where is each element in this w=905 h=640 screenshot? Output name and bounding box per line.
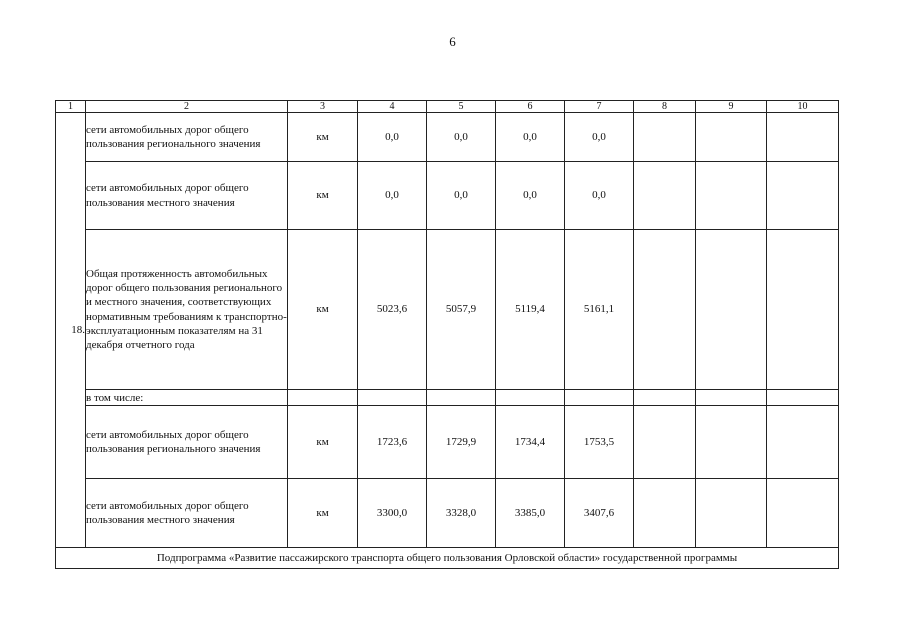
indicator-name: в том числе:	[86, 390, 288, 406]
header-cell: 3	[288, 101, 358, 113]
value-cell: 0,0	[427, 162, 496, 230]
value-cell: 0,0	[358, 162, 427, 230]
value-cell	[634, 113, 696, 162]
value-cell: 0,0	[427, 113, 496, 162]
subprogram-title: Подпрограмма «Развитие пассажирского транспорта общего пользования Орловской области» государственной программы	[56, 548, 839, 569]
value-cell	[767, 162, 839, 230]
unit-cell	[288, 390, 358, 406]
value-cell: 0,0	[496, 162, 565, 230]
value-cell: 3300,0	[358, 479, 427, 548]
value-cell: 0,0	[565, 162, 634, 230]
unit-cell: км	[288, 230, 358, 390]
indicator-name: Общая протяженность автомобильных дорог общего пользования регионального и местного значения, соответствующих нормативным требованиям к транспортно-эксплуатационным показателям на 31 декабря отчетного года	[86, 230, 288, 390]
header-cell: 8	[634, 101, 696, 113]
table-row	[56, 113, 839, 162]
value-cell: 1734,4	[496, 406, 565, 479]
row-number: 18.	[56, 113, 86, 548]
header-cell: 9	[696, 101, 767, 113]
value-cell: 1729,9	[427, 406, 496, 479]
value-cell: 1753,5	[565, 406, 634, 479]
table-row	[56, 406, 839, 479]
value-cell	[565, 390, 634, 406]
value-cell: 1723,6	[358, 406, 427, 479]
value-cell: 5023,6	[358, 230, 427, 390]
value-cell	[696, 406, 767, 479]
value-cell	[696, 390, 767, 406]
header-cell: 4	[358, 101, 427, 113]
value-cell	[767, 113, 839, 162]
value-cell: 3385,0	[496, 479, 565, 548]
value-cell: 5057,9	[427, 230, 496, 390]
unit-cell: км	[288, 113, 358, 162]
header-cell: 2	[86, 101, 288, 113]
value-cell: 3407,6	[565, 479, 634, 548]
value-cell: 0,0	[565, 113, 634, 162]
unit-cell: км	[288, 479, 358, 548]
value-cell	[767, 406, 839, 479]
table-row	[56, 162, 839, 230]
indicator-name: сети автомобильных дорог общего пользования местного значения	[86, 162, 288, 230]
value-cell	[767, 230, 839, 390]
subprogram-row	[56, 548, 839, 569]
value-cell: 5119,4	[496, 230, 565, 390]
value-cell	[427, 390, 496, 406]
value-cell	[634, 406, 696, 479]
table-row	[56, 479, 839, 548]
value-cell	[767, 390, 839, 406]
value-cell	[496, 390, 565, 406]
table-header-row	[56, 101, 839, 113]
value-cell: 5161,1	[565, 230, 634, 390]
value-cell	[767, 479, 839, 548]
indicators-table	[55, 100, 839, 569]
indicator-name: сети автомобильных дорог общего пользования местного значения	[86, 479, 288, 548]
table-row	[56, 230, 839, 390]
value-cell	[634, 479, 696, 548]
indicator-name: сети автомобильных дорог общего пользования регионального значения	[86, 406, 288, 479]
header-cell: 5	[427, 101, 496, 113]
header-cell: 7	[565, 101, 634, 113]
value-cell	[696, 113, 767, 162]
unit-cell: км	[288, 406, 358, 479]
value-cell	[634, 162, 696, 230]
value-cell	[358, 390, 427, 406]
value-cell	[696, 479, 767, 548]
page-number: 6	[449, 34, 456, 49]
table-row	[56, 390, 839, 406]
indicator-name: сети автомобильных дорог общего пользования регионального значения	[86, 113, 288, 162]
header-cell: 1	[56, 101, 86, 113]
unit-cell: км	[288, 162, 358, 230]
value-cell: 0,0	[358, 113, 427, 162]
value-cell	[696, 162, 767, 230]
header-cell: 10	[767, 101, 839, 113]
value-cell: 0,0	[496, 113, 565, 162]
value-cell	[696, 230, 767, 390]
value-cell	[634, 230, 696, 390]
header-cell: 6	[496, 101, 565, 113]
value-cell	[634, 390, 696, 406]
value-cell: 3328,0	[427, 479, 496, 548]
